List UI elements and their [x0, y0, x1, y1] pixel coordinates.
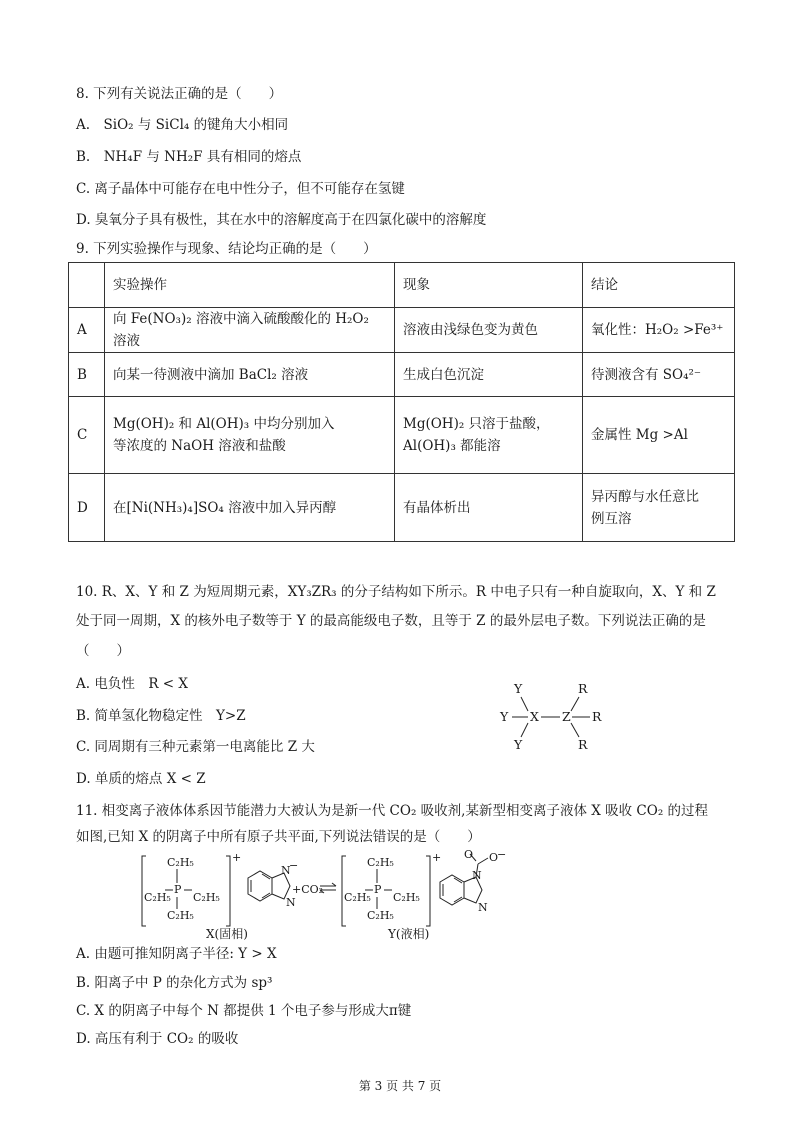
q11-option-a: A. 由题可推知阴离子半径: Y > X: [76, 946, 277, 962]
q10-option-c: C. 同周期有三种元素第一电离能比 Z 大: [76, 739, 315, 755]
atom-y-left: Y: [500, 709, 509, 724]
q10-stem-line: 10. R、X、Y 和 Z 为短周期元素，XY₃ZR₃ 的分子结构如下所示。R 中电子只有一种自旋取向，X、Y 和 Z: [76, 584, 716, 600]
phenomenon-line: Al(OH)₃ 都能溶: [403, 438, 501, 454]
operation-line: 等浓度的 NaOH 溶液和盐酸: [113, 438, 286, 454]
row-label: A: [69, 308, 105, 353]
phenomenon-cell: [395, 397, 583, 474]
conclusion-cell: [583, 474, 735, 542]
ethyl-top: C₂H₅: [367, 856, 394, 869]
atom-y-bottom: Y: [514, 737, 523, 752]
table-row: [69, 397, 735, 474]
q10-option-a: A. 电负性 R < X: [76, 676, 189, 692]
q11-stem-line: 如图,已知 X 的阴离子中所有原子共平面,下列说法错误的是（ ）: [76, 829, 481, 845]
table-header-cell: [69, 263, 105, 308]
ring-nitrogen: N: [286, 896, 296, 909]
anion-nitrogen: N: [281, 864, 291, 877]
q8-option-d: D. 臭氧分子具有极性，其在水中的溶解度高于在四氯化碳中的溶解度: [76, 212, 487, 228]
atom-r-top: R: [578, 681, 588, 696]
table-row: [69, 353, 735, 397]
cation-charge: +: [232, 851, 242, 864]
q11-option-d: D. 高压有利于 CO₂ 的吸收: [76, 1031, 239, 1047]
ethyl-bottom: C₂H₅: [167, 909, 194, 922]
ethyl-top: C₂H₅: [167, 856, 194, 869]
phenomenon-cell: 溶液由浅绿色变为黄色: [395, 308, 583, 353]
q8-option-a: A. SiO₂ 与 SiCl₄ 的键角大小相同: [76, 117, 289, 133]
operation-line: Mg(OH)₂ 和 Al(OH)₃ 中均分别加入: [113, 416, 335, 432]
q9-stem: 9. 下列实验操作与现象、结论均正确的是（ ）: [76, 241, 377, 257]
conclusion-line: 异丙醇与水任意比: [591, 488, 699, 505]
phenomenon-cell: 生成白色沉淀: [395, 353, 583, 397]
conclusion-cell: 氧化性：H₂O₂ >Fe³⁺: [583, 308, 735, 353]
atom-z: Z: [562, 709, 571, 724]
anion-charge: −: [289, 859, 299, 872]
table-header-cell: 实验操作: [105, 263, 395, 308]
atom-r-right: R: [592, 709, 602, 724]
cation-charge: +: [432, 851, 442, 864]
carboxylate-oxygen: O: [489, 851, 499, 864]
co2-reactant: +CO₂: [292, 883, 324, 896]
table-header-cell: 结论: [583, 263, 735, 308]
reaction-scheme: [140, 848, 540, 941]
operation-cell: 向 Fe(NO₃)₂ 溶液中滴入硫酸酸化的 H₂O₂ 溶液: [105, 308, 395, 353]
q11-stem-line: 11. 相变离子液体体系因节能潜力大被认为是新一代 CO₂ 吸收剂,某新型相变离子液体 X 吸收 CO₂ 的过程: [76, 803, 709, 819]
atom-x: X: [530, 709, 539, 724]
molecule-structure-diagram: [490, 680, 620, 760]
table-header-row: [69, 263, 735, 308]
phenomenon-line: Mg(OH)₂ 只溶于盐酸，: [403, 416, 550, 432]
atom-r-bottom: R: [578, 737, 588, 752]
table-header-cell: 现象: [395, 263, 583, 308]
ethyl-right: C₂H₅: [393, 891, 420, 904]
atom-y-top: Y: [514, 681, 523, 696]
anion-nitrogen: N: [472, 869, 482, 882]
table-row: [69, 474, 735, 542]
ethyl-right: C₂H₅: [193, 891, 220, 904]
conclusion-line: 例互溶: [591, 510, 632, 527]
row-label: B: [69, 353, 105, 397]
q9-table: [68, 262, 735, 542]
phosphorus-atom: P: [374, 883, 382, 896]
q8-option-b: B. NH₄F 与 NH₂F 具有相同的熔点: [76, 149, 302, 165]
q10-option-b: B. 简单氢化物稳定性 Y>Z: [76, 708, 246, 724]
q10-stem-line: （ ）: [76, 643, 130, 659]
ethyl-left: C₂H₅: [344, 891, 371, 904]
ethyl-bottom: C₂H₅: [367, 909, 394, 922]
q11-option-b: B. 阳离子中 P 的杂化方式为 sp³: [76, 975, 273, 991]
conclusion-cell: 金属性 Mg >Al: [583, 397, 735, 474]
row-label: D: [69, 474, 105, 542]
table-row: [69, 308, 735, 353]
q10-option-d: D. 单质的熔点 X < Z: [76, 771, 206, 787]
x-solid-label: X(固相): [206, 927, 248, 941]
phosphorus-atom: P: [174, 883, 182, 896]
q8-option-c: C. 离子晶体中可能存在电中性分子，但不可能存在氢键: [76, 181, 405, 197]
q11-option-c: C. X 的阴离子中每个 N 都提供 1 个电子参与形成大π键: [76, 1003, 412, 1019]
carboxylate-charge: −: [497, 848, 507, 861]
ring-nitrogen: N: [478, 901, 488, 914]
operation-cell: [105, 397, 395, 474]
operation-cell: 向某一待测液中滴加 BaCl₂ 溶液: [105, 353, 395, 397]
page-footer: 第 3 页 共 7 页: [358, 1079, 442, 1093]
operation-cell: 在[Ni(NH₃)₄]SO₄ 溶液中加入异丙醇: [105, 474, 395, 542]
conclusion-cell: 待测液含有 SO₄²⁻: [583, 353, 735, 397]
q10-stem-line: 处于同一周期，X 的核外电子数等于 Y 的最高能级电子数，且等于 Z 的最外层电子数。下列说法正确的是: [76, 613, 706, 629]
y-liquid-label: Y(液相): [388, 927, 430, 941]
phenomenon-cell: 有晶体析出: [395, 474, 583, 542]
q8-stem: 8. 下列有关说法正确的是（ ）: [76, 86, 283, 102]
carbonyl-oxygen: O: [464, 848, 474, 861]
row-label: C: [69, 397, 105, 474]
ethyl-left: C₂H₅: [144, 891, 171, 904]
